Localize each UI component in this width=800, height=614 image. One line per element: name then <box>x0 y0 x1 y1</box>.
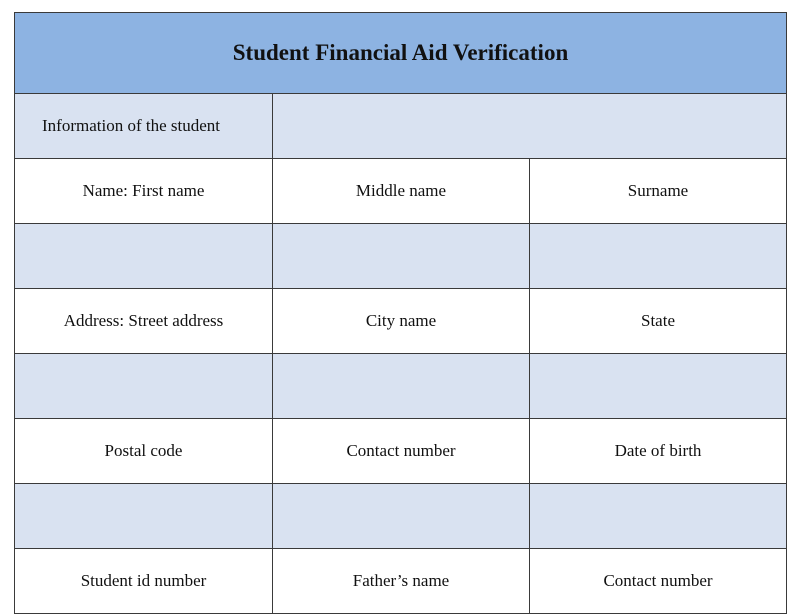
city-name-field[interactable] <box>273 354 530 419</box>
state-field[interactable] <box>530 354 787 419</box>
form-title-row <box>15 13 787 94</box>
middle-name-field[interactable] <box>273 224 530 289</box>
street-address-label: Address: Street address <box>15 289 273 354</box>
middle-name-label: Middle name <box>273 159 530 224</box>
state-label: State <box>530 289 787 354</box>
city-name-label: City name <box>273 289 530 354</box>
field-input-row <box>15 354 787 419</box>
contact-number-label: Contact number <box>273 419 530 484</box>
street-address-field[interactable] <box>15 354 273 419</box>
field-input-row <box>15 224 787 289</box>
postal-code-field[interactable] <box>15 484 273 549</box>
fathers-name-label: Father’s name <box>273 549 530 614</box>
financial-aid-form <box>14 12 787 614</box>
postal-code-label: Postal code <box>15 419 273 484</box>
surname-field[interactable] <box>530 224 787 289</box>
field-label-row <box>15 419 787 484</box>
surname-label: Surname <box>530 159 787 224</box>
form-title: Student Financial Aid Verification <box>15 13 787 94</box>
student-id-label: Student id number <box>15 549 273 614</box>
field-input-row <box>15 484 787 549</box>
father-contact-number-label: Contact number <box>530 549 787 614</box>
section-label: Information of the student <box>15 94 273 159</box>
contact-number-field[interactable] <box>273 484 530 549</box>
section-input-field[interactable] <box>273 94 787 159</box>
date-of-birth-field[interactable] <box>530 484 787 549</box>
date-of-birth-label: Date of birth <box>530 419 787 484</box>
first-name-label: Name: First name <box>15 159 273 224</box>
field-label-row <box>15 159 787 224</box>
field-label-row <box>15 549 787 614</box>
first-name-field[interactable] <box>15 224 273 289</box>
section-row <box>15 94 787 159</box>
field-label-row <box>15 289 787 354</box>
